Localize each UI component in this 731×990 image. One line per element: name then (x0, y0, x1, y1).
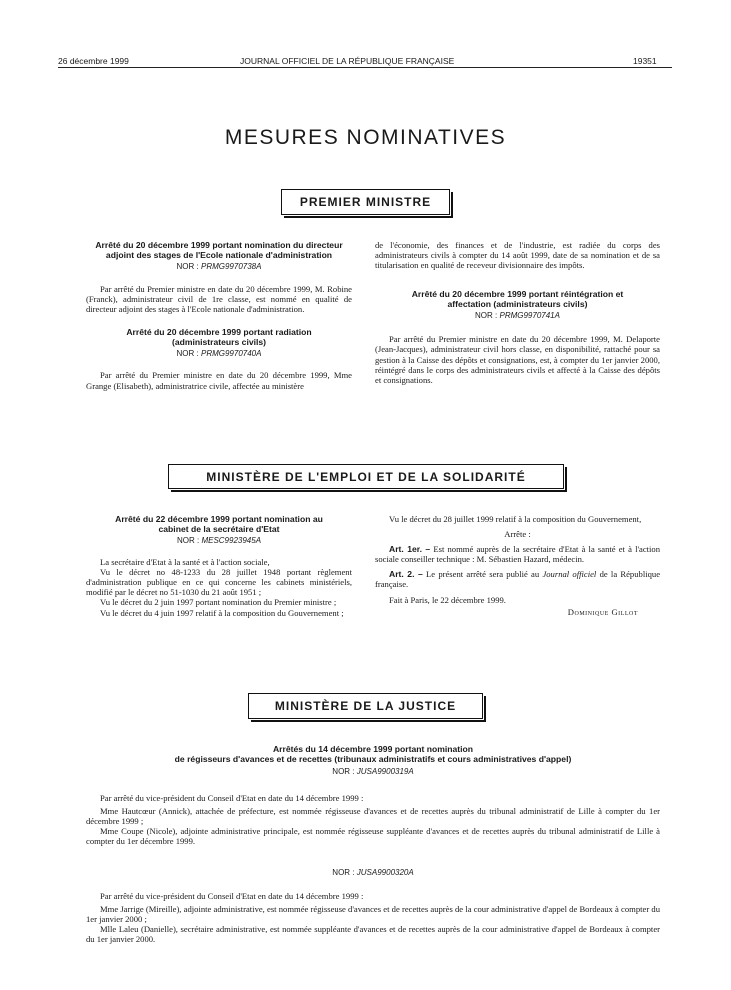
section-box-justice (248, 693, 483, 719)
header-rule (58, 67, 672, 68)
section-box-emploi (168, 464, 564, 489)
column-right-emploi (375, 514, 660, 617)
article-title-line: Arrêtés du 14 décembre 1999 portant nomination (272, 744, 474, 754)
article-paragraph: Vu le décret no 48-1233 du 28 juillet 1948 portant règlement d'administration publique en ce qui concerne les cabinets ministériels, modifié par le décret no 51-1030 du 21 août 1951 ; (86, 567, 352, 598)
page-title: MESURES NOMINATIVES (224, 126, 507, 149)
article-paragraph: Par arrêté du vice-président du Conseil d'Etat en date du 14 décembre 1999 : (100, 890, 364, 901)
article-title: Arrêté du 22 décembre 1999 portant nomination au cabinet de la secrétaire d'Etat (115, 514, 323, 534)
article-title: Arrêté du 20 décembre 1999 portant radiation (administrateurs civils) (126, 327, 312, 348)
article-body-continued: de l'économie, des finances et de l'industrie, est radiée du corps des administrateurs civils à compter du 14 août 1999, date de sa nomination et de sa titularisation en qualité de receveur divisionnaire des impôts. (375, 240, 660, 271)
section-title: MINISTÈRE DE LA JUSTICE (274, 699, 457, 713)
section-box-premier-ministre (281, 189, 450, 215)
signature: Dominique Gillot (567, 606, 638, 617)
nor-line: NOR : PRMG9970740A (176, 349, 262, 359)
column-right-pm (375, 240, 660, 385)
article-body: Par arrêté du Premier ministre en date du 20 décembre 1999, M. Delaporte (Jean-Jacques), administrateur civil hors classe, en disponibilité, rattaché pour sa gestion à la Caisse des dépôts et consignations, est, à compter du 1er janvier 2000, réintégré dans le corps des administrateurs civils et affecté à la Caisse des dépôts et consignations. (375, 334, 660, 385)
section-title: MINISTÈRE DE L'EMPLOI ET DE LA SOLIDARITÉ (206, 469, 526, 484)
article-paragraph: Mme Coupe (Nicole), adjointe administrative principale, est nommée régisseuse suppléante d'avances et de recettes auprès du tribunal administratif de Lille à compter du 1er décembre 1999. (86, 826, 660, 847)
nor-line: NOR : JUSA9900319A (332, 767, 414, 776)
article-paragraph: Mlle Laleu (Danielle), secrétaire administrative, est nommée suppléante d'avances et de recettes auprès de la cour administrative d'appel de Bordeaux à compter du 1er janvier 2000. (86, 923, 660, 945)
journal-title: JOURNAL OFFICIEL DE LA RÉPUBLIQUE FRANÇAISE (240, 56, 455, 66)
article-body: Par arrêté du Premier ministre en date du 20 décembre 1999, Mme Grange (Elisabeth), administratrice civile, affectée au ministère (86, 370, 352, 391)
justice-block (86, 744, 660, 944)
article-paragraph: Vu le décret du 4 juin 1997 relatif à la composition du Gouvernement ; (100, 607, 344, 618)
page-number: 19351 (633, 56, 657, 66)
nor-line: NOR : PRMG9970738A (176, 262, 262, 271)
section-title: PREMIER MINISTRE (299, 195, 432, 209)
article-paragraph: Par arrêté du vice-président du Conseil d'Etat en date du 14 décembre 1999 : (100, 793, 364, 804)
article-paragraph: La secrétaire d'Etat à la santé et à l'action sociale, (100, 557, 270, 568)
column-left-pm (86, 240, 352, 391)
article-title-line: de régisseurs d'avances et de recettes (tribunaux administratifs et cours administratives d'appel) (174, 754, 572, 764)
arrete-line: Arrête : (504, 529, 531, 540)
article-title: Arrêté du 20 décembre 1999 portant nomination du directeur adjoint des stages de l'Ecole nationale d'administration (95, 240, 343, 260)
nor-line: NOR : PRMG9970741A (475, 311, 560, 321)
article-paragraph: Mme Jarrige (Mireille), adjointe administrative, est nommée régisseuse d'avances et de recettes auprès de la cour administrative d'appel de Bordeaux à compter du 1er janvier 2000 ; (86, 903, 660, 924)
fait-line: Fait à Paris, le 22 décembre 1999. (389, 594, 506, 605)
article-title: Arrêté du 20 décembre 1999 portant réintégration et affectation (administrateurs civils) (411, 289, 624, 310)
article-paragraph: Mme Hautcœur (Annick), attachée de préfecture, est nommée régisseuse d'avances et de recettes auprès du tribunal administratif de Lille à compter du 1er décembre 1999 ; (86, 806, 660, 827)
nor-line: NOR : MESC9923945A (176, 536, 262, 545)
header-date: 26 décembre 1999 (58, 56, 129, 66)
article-body: Par arrêté du Premier ministre en date du 20 décembre 1999, M. Robine (Franck), administrateur civil de 1re classe, est nommé en qualité de directeur adjoint des stages à l'Ecole nationale d'administration. (86, 284, 352, 315)
article-1: Art. 1er. – Est nommé auprès de la secrétaire d'Etat à la santé et à l'action sociale conseiller technique : M. Sébastien Hazard, médecin. (375, 544, 661, 565)
column-left-emploi (86, 514, 352, 618)
article-2: Art. 2. – Le présent arrêté sera publié au Journal officiel de la République française. (375, 569, 661, 590)
nor-line: NOR : JUSA9900320A (332, 867, 414, 877)
article-paragraph: Vu le décret du 2 juin 1997 portant nomination du Premier ministre ; (100, 597, 337, 608)
article-paragraph: Vu le décret du 28 juillet 1999 relatif à la composition du Gouvernement, (389, 514, 642, 524)
